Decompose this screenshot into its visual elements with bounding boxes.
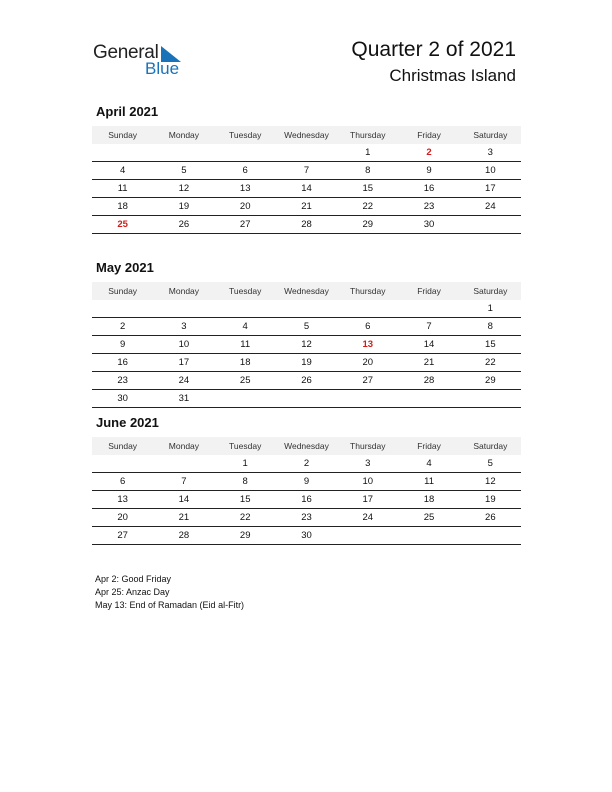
day-cell: 25 <box>239 375 251 386</box>
day-cell: 31 <box>178 393 190 404</box>
month-title: June 2021 <box>96 415 159 430</box>
day-cell: 19 <box>178 201 190 212</box>
day-cell: 25 <box>423 512 435 523</box>
day-cell: 15 <box>362 183 374 194</box>
weekday-label: Thursday <box>350 441 386 451</box>
day-cell: 3 <box>487 147 493 158</box>
day-cell: 13 <box>239 183 251 194</box>
month-may <box>92 260 521 408</box>
day-cell: 2 <box>303 458 310 469</box>
week-row <box>92 318 521 336</box>
day-cell: 11 <box>117 183 128 194</box>
day-cell: 17 <box>485 183 496 194</box>
day-cell: 6 <box>242 165 248 176</box>
week-row <box>92 455 521 473</box>
day-cell: 6 <box>365 321 371 332</box>
weekday-label: Tuesday <box>229 441 262 451</box>
day-cell: 5 <box>181 165 187 176</box>
day-cell: 1 <box>242 458 248 469</box>
weekday-label: Thursday <box>350 286 386 296</box>
weekday-label: Monday <box>168 441 200 451</box>
logo <box>93 42 193 82</box>
weekday-label: Monday <box>168 130 200 140</box>
week-row <box>92 372 521 390</box>
week-row <box>92 180 521 198</box>
day-cell: 11 <box>240 339 251 350</box>
day-cell: 12 <box>301 339 312 350</box>
day-cell: 24 <box>485 201 496 212</box>
day-cell: 7 <box>426 321 432 332</box>
day-cell: 16 <box>301 494 312 505</box>
day-cell: 30 <box>117 393 128 404</box>
weekday-label: Saturday <box>473 286 508 296</box>
weekday-label: Tuesday <box>229 130 262 140</box>
weekday-label: Wednesday <box>284 286 329 296</box>
day-cell: 8 <box>487 321 493 332</box>
day-cell: 14 <box>301 183 312 194</box>
day-cell: 1 <box>365 147 371 158</box>
weekday-label: Sunday <box>108 130 138 140</box>
week-row <box>92 198 521 216</box>
month-june <box>92 415 521 545</box>
weekday-label: Saturday <box>473 130 508 140</box>
day-cell: 18 <box>117 201 128 212</box>
day-cell: 9 <box>303 476 310 487</box>
week-row <box>92 300 521 318</box>
week-row <box>92 354 521 372</box>
day-cell: 26 <box>301 375 312 386</box>
week-row <box>92 509 521 527</box>
logo-blue-text: Blue <box>145 59 180 78</box>
day-cell: 9 <box>119 339 126 350</box>
weekday-label: Sunday <box>108 286 138 296</box>
day-cell: 29 <box>485 375 496 386</box>
day-cell: 22 <box>485 357 496 368</box>
weekday-header-row <box>92 282 521 300</box>
day-cell: 12 <box>178 183 190 194</box>
holiday-notes <box>95 573 244 612</box>
day-cell: 22 <box>239 512 251 523</box>
week-row <box>92 336 521 354</box>
day-cell: 4 <box>119 165 126 176</box>
day-cell: 6 <box>119 476 126 487</box>
day-cell: 16 <box>117 357 128 368</box>
day-cell: 12 <box>485 476 496 487</box>
day-cell: 29 <box>362 219 374 230</box>
day-cell: 17 <box>178 357 190 368</box>
week-row <box>92 473 521 491</box>
day-cell: 26 <box>485 512 496 523</box>
weekday-label: Friday <box>417 441 441 451</box>
day-cell: 17 <box>362 494 374 505</box>
day-cell: 19 <box>301 357 312 368</box>
day-cell: 14 <box>178 494 190 505</box>
day-cell: 28 <box>423 375 435 386</box>
day-cell: 13 <box>117 494 128 505</box>
day-cell: 29 <box>239 530 251 541</box>
holiday-day-cell: 2 <box>426 147 432 158</box>
day-cell: 2 <box>119 321 126 332</box>
day-cell: 8 <box>365 165 371 176</box>
day-cell: 15 <box>485 339 496 350</box>
month-april <box>92 104 521 234</box>
day-cell: 27 <box>362 375 374 386</box>
day-cell: 21 <box>301 201 312 212</box>
week-row <box>92 144 521 162</box>
week-row <box>92 216 521 234</box>
day-cell: 28 <box>301 219 312 230</box>
day-cell: 27 <box>239 219 251 230</box>
day-cell: 23 <box>423 201 435 212</box>
day-cell: 23 <box>301 512 312 523</box>
weekday-label: Tuesday <box>229 286 262 296</box>
day-cell: 24 <box>362 512 374 523</box>
holiday-note: Apr 2: Good Friday <box>95 574 172 584</box>
weekday-label: Saturday <box>473 441 508 451</box>
day-cell: 3 <box>181 321 187 332</box>
page-subtitle: Christmas Island <box>389 66 516 85</box>
day-cell: 14 <box>423 339 435 350</box>
day-cell: 21 <box>178 512 190 523</box>
day-cell: 20 <box>239 201 251 212</box>
weekday-label: Friday <box>417 286 441 296</box>
month-title: April 2021 <box>96 104 159 119</box>
weekday-label: Monday <box>168 286 200 296</box>
day-cell: 22 <box>362 201 374 212</box>
weekday-header-row <box>92 126 521 144</box>
day-cell: 1 <box>487 303 493 314</box>
weekday-label: Wednesday <box>284 441 329 451</box>
weekday-label: Thursday <box>350 130 386 140</box>
day-cell: 15 <box>239 494 251 505</box>
day-cell: 8 <box>242 476 248 487</box>
day-cell: 20 <box>117 512 128 523</box>
day-cell: 3 <box>365 458 371 469</box>
holiday-note: May 13: End of Ramadan (Eid al-Fitr) <box>95 600 245 610</box>
day-cell: 4 <box>242 321 248 332</box>
holiday-note: Apr 25: Anzac Day <box>95 587 170 597</box>
day-cell: 30 <box>423 219 435 230</box>
weekday-label: Sunday <box>108 441 138 451</box>
weekday-label: Wednesday <box>284 130 329 140</box>
day-cell: 24 <box>178 375 190 386</box>
weekday-label: Friday <box>417 130 441 140</box>
day-cell: 4 <box>426 458 432 469</box>
day-cell: 26 <box>178 219 190 230</box>
day-cell: 28 <box>178 530 190 541</box>
month-title: May 2021 <box>96 260 154 275</box>
weekday-header-row <box>92 437 521 455</box>
day-cell: 7 <box>181 476 187 487</box>
logo-general-text: General <box>93 42 159 63</box>
day-cell: 11 <box>424 476 434 487</box>
day-cell: 10 <box>485 165 496 176</box>
day-cell: 27 <box>117 530 128 541</box>
day-cell: 30 <box>301 530 312 541</box>
week-row <box>92 162 521 180</box>
week-row <box>92 527 521 545</box>
day-cell: 10 <box>362 476 374 487</box>
holiday-day-cell: 25 <box>117 219 128 230</box>
day-cell: 21 <box>423 357 435 368</box>
day-cell: 5 <box>303 321 310 332</box>
day-cell: 5 <box>487 458 493 469</box>
day-cell: 16 <box>423 183 435 194</box>
day-cell: 18 <box>423 494 435 505</box>
day-cell: 19 <box>485 494 496 505</box>
day-cell: 23 <box>117 375 128 386</box>
day-cell: 10 <box>178 339 190 350</box>
day-cell: 20 <box>362 357 374 368</box>
page-title: Quarter 2 of 2021 <box>351 38 516 61</box>
holiday-day-cell: 13 <box>362 339 374 350</box>
day-cell: 18 <box>239 357 251 368</box>
week-row <box>92 390 521 408</box>
week-row <box>92 491 521 509</box>
day-cell: 9 <box>426 165 432 176</box>
day-cell: 7 <box>303 165 310 176</box>
